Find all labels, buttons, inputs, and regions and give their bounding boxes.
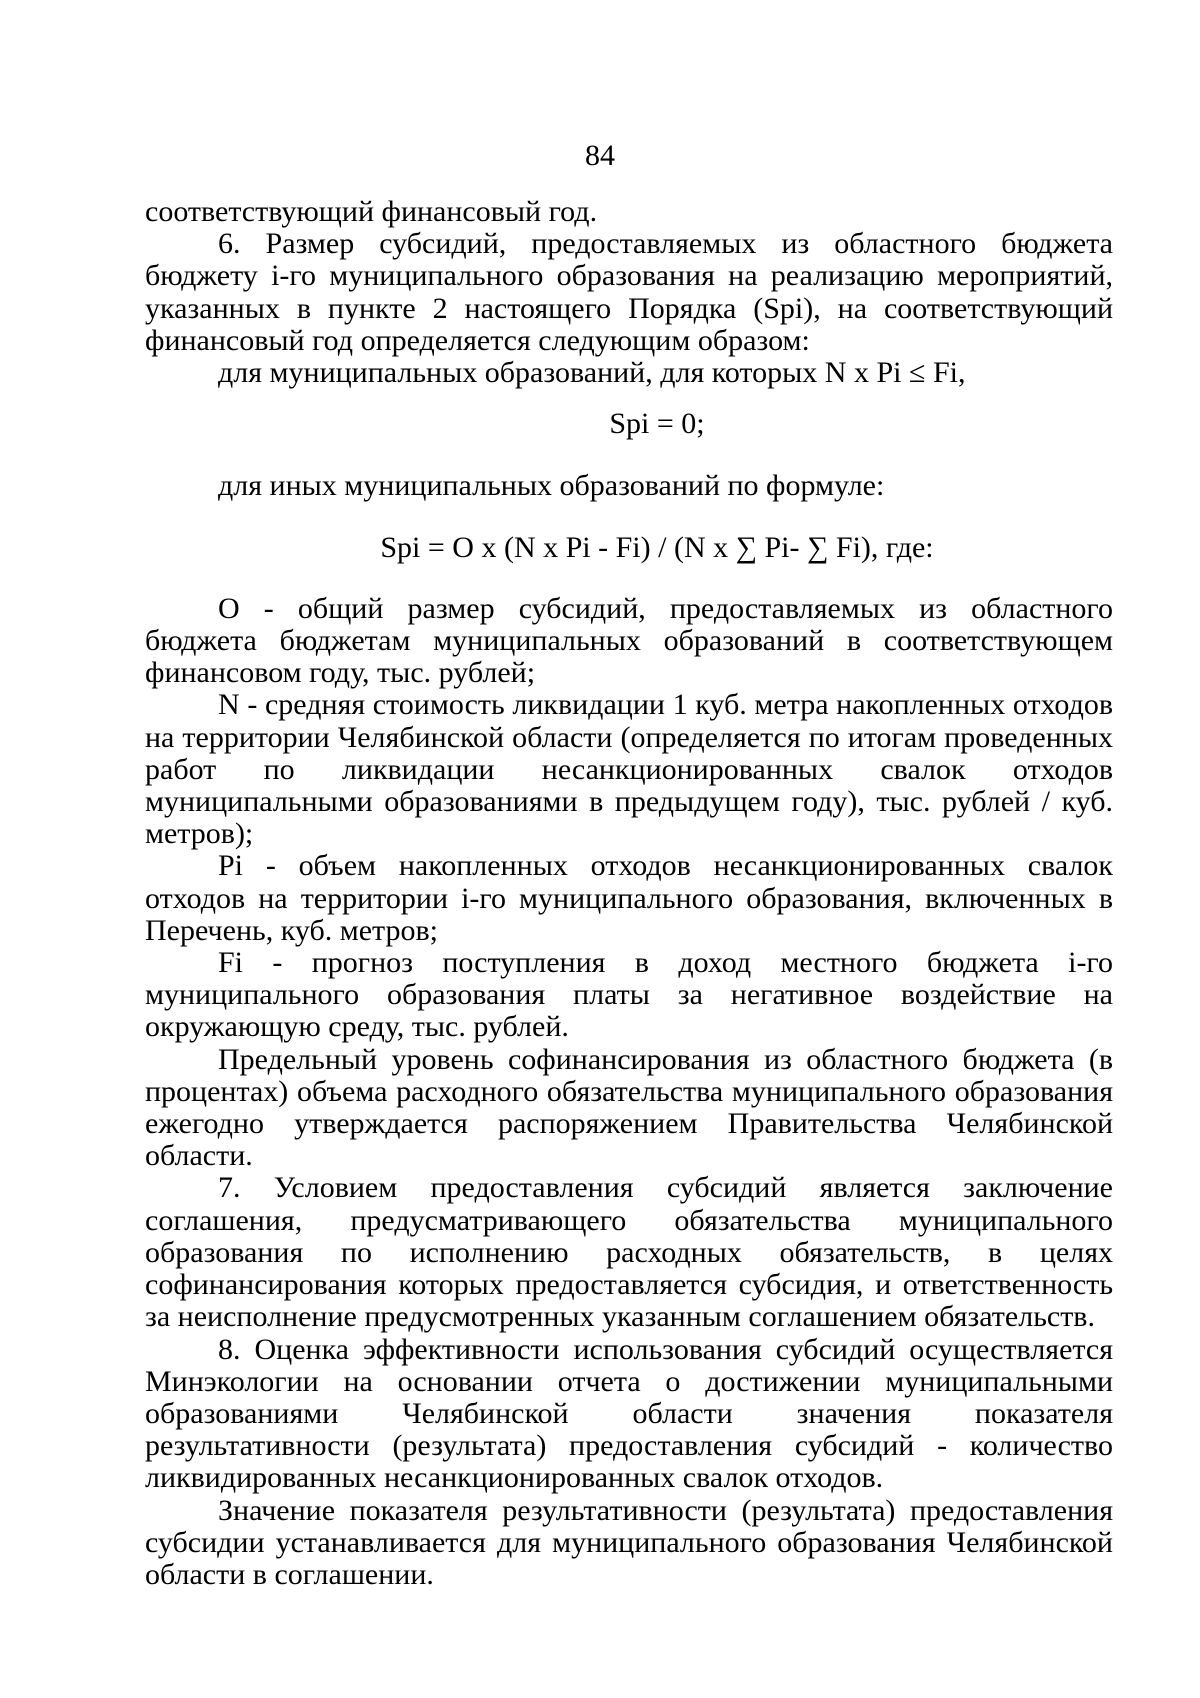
formula-spi: Spi = O x (N x Pi - Fi) / (N x ∑ Pi- ∑ Fi), где: xyxy=(380,530,934,564)
document-body xyxy=(145,196,1113,1591)
paragraph-other-municipalities: для иных муниципальных образований по формуле: xyxy=(218,469,885,503)
paragraph-continuation: соответствующий финансовый год. xyxy=(145,195,598,228)
paragraph-item-7: 7. Условием предоставления субсидий является заключение соглашения, предусматривающего обязательства муниципального образования по исполнению расходных обязательств, в целях софинансирования которых предоставляется субсидия, и ответственность за неисполнение предусмотренных указанным соглашением обязательств. xyxy=(145,1171,1113,1334)
paragraph-indicator-value: Значение показателя результативности (результата) предоставления субсидии устанавливается для муниципального образования Челябинской области в соглашении. xyxy=(145,1493,1113,1591)
paragraph-item-6: 6. Размер субсидий, предоставляемых из областного бюджета бюджету i-го муниципального образования на реализацию мероприятий, указанных в пункте 2 настоящего Порядка (Spi), на соответствующий финансовый год определяется следующим образом: xyxy=(145,227,1113,357)
paragraph-item-8: 8. Оценка эффективности использования субсидий осуществляется Минэкологии на основании отчета о достижении муниципальными образованиями Челябинской области значения показателя результативности (результата) предоставления субсидий - количество ликвидированных несанкционированных свалок отходов. xyxy=(145,1332,1113,1495)
definition-pi: Pi - объем накопленных отходов несанкционированных свалок отходов на территории i-го муниципального образования, включенных в Перечень, куб. метров; xyxy=(145,849,1113,947)
definition-o: O - общий размер субсидий, предоставляемых из областного бюджета бюджетам муниципальных образований в соответствующем финансовом году, тыс. рублей; xyxy=(145,591,1113,690)
definition-fi: Fi - прогноз поступления в доход местного бюджета i-го муниципального образования платы за негативное воздействие на окружающую среду, тыс. рублей. xyxy=(145,946,1113,1044)
paragraph-cofinancing-level: Предельный уровень софинансирования из областного бюджета (в процентах) объема расходного обязательства муниципального образования ежегодно утверждается распоряжением Правительства Челябинской области. xyxy=(145,1042,1113,1173)
definition-n: N - средняя стоимость ликвидации 1 куб. метра накопленных отходов на территории Челябинской области (определяется по итогам проведенных работ по ликвидации несанкционированных свалок отходов муниципальными образованиями в предыдущем году), тыс. рублей / куб. метров); xyxy=(145,688,1113,851)
page-number: 84 xyxy=(585,139,615,172)
formula-spi-zero: Spi = 0; xyxy=(609,407,705,441)
paragraph-condition: для муниципальных образований, для которых N x Pi ≤ Fi, xyxy=(218,356,966,390)
